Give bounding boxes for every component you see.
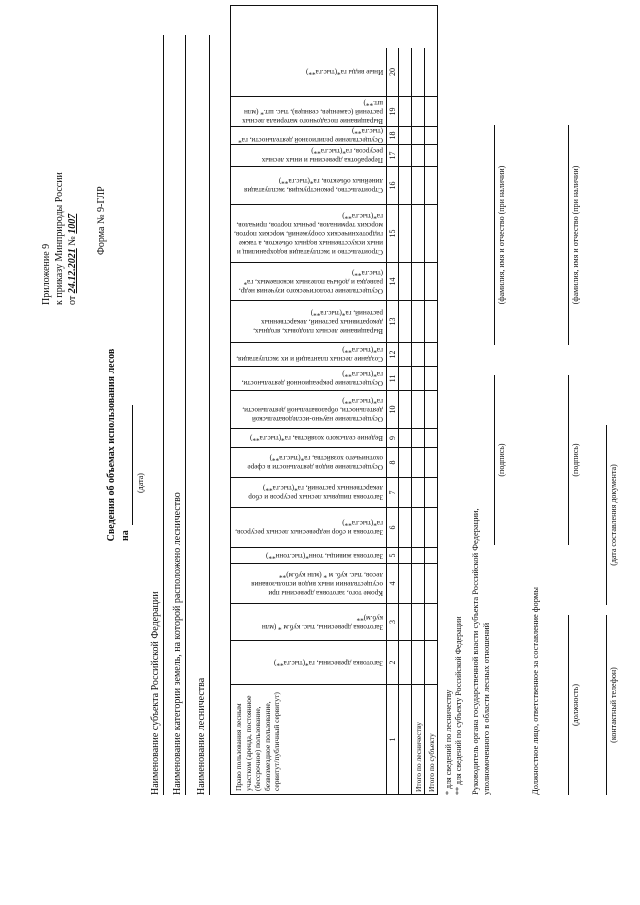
column-header: Создание лесных плантаций и их эксплуатация, га*(тыс.га**) xyxy=(236,346,383,364)
table-cell[interactable] xyxy=(425,548,438,563)
table-cell[interactable] xyxy=(425,263,438,300)
column-number: 7 xyxy=(387,478,399,507)
column-header: Строительство, реконструкция, эксплуатация линейных объектов, га*(тыс.га**) xyxy=(244,177,383,195)
column-number: 4 xyxy=(387,564,399,603)
category-name-field[interactable] xyxy=(172,35,186,795)
table-cell[interactable] xyxy=(399,391,412,428)
column-8 xyxy=(231,447,437,477)
column-number: 6 xyxy=(387,508,399,547)
column-header: Иные виды га*(тыс.га**) xyxy=(305,68,383,77)
column-header: Выращивание посадочного материала лесных растений (саженцев, сеянцев), тыс. шт.* (млн шт.**) xyxy=(242,99,383,125)
column-number: 12 xyxy=(387,343,399,366)
table-cell[interactable] xyxy=(412,263,425,300)
table-cell[interactable] xyxy=(399,478,412,507)
appendix-num-prefix: № xyxy=(67,236,78,246)
document-date-line[interactable] xyxy=(606,425,607,605)
table-cell[interactable] xyxy=(412,641,425,684)
table-cell[interactable] xyxy=(412,343,425,366)
column-number: 11 xyxy=(387,367,399,390)
subject-name-label: Наименование субъекта Российской Федерации xyxy=(150,587,161,795)
page-title: Сведения об объемах использования лесов xyxy=(106,348,117,542)
column-7 xyxy=(231,477,437,507)
column-5 xyxy=(231,547,437,563)
table-cell[interactable] xyxy=(412,548,425,563)
column-number: 18 xyxy=(387,127,399,144)
forest-use-table xyxy=(230,5,438,795)
appendix-date: 24.12.2021 xyxy=(67,248,78,294)
column-4 xyxy=(231,563,437,603)
column-header: Заготовка древесины, га*(тыс.га**) xyxy=(274,659,383,667)
report-date-field[interactable] xyxy=(120,405,133,541)
table-cell[interactable] xyxy=(412,564,425,603)
appendix-block xyxy=(40,172,79,305)
column-number: 17 xyxy=(387,145,399,166)
responsible-label: Должностное лицо, ответственное за составление формы xyxy=(530,587,540,795)
column-10 xyxy=(231,390,437,428)
table-cell[interactable] xyxy=(399,564,412,603)
column-3 xyxy=(231,603,437,640)
table-cell[interactable] xyxy=(412,604,425,640)
table-cell[interactable] xyxy=(425,448,438,477)
column-15 xyxy=(231,204,437,262)
forestry-name-label: Наименование лесничества xyxy=(196,674,207,795)
column-11 xyxy=(231,366,437,390)
column-number: 19 xyxy=(387,97,399,126)
table-row-total-forestry[interactable] xyxy=(412,685,425,794)
column-header: Заготовка и сбор недревесных лесных ресурсов, га*(тыс.га**) xyxy=(235,519,383,537)
column-header: Осуществление рекреационной деятельности, га*(тыс.га**) xyxy=(241,370,383,388)
table-cell[interactable] xyxy=(399,548,412,563)
table-row[interactable] xyxy=(399,685,412,794)
table-cell[interactable] xyxy=(412,448,425,477)
table-cell[interactable] xyxy=(412,301,425,342)
table-cell[interactable] xyxy=(412,48,425,96)
table-cell[interactable] xyxy=(399,604,412,640)
column-number: 16 xyxy=(387,167,399,204)
head-label-line-1: Руководитель органа государственной власти субъекта Российской Федерации, xyxy=(470,508,480,795)
head-label-line-2: уполномоченного в области лесных отношений xyxy=(481,622,491,795)
table-cell[interactable] xyxy=(412,127,425,144)
table-cell[interactable] xyxy=(399,301,412,342)
table-cell[interactable] xyxy=(399,641,412,684)
table-cell[interactable] xyxy=(399,448,412,477)
table-cell[interactable] xyxy=(412,167,425,204)
table-cell[interactable] xyxy=(425,564,438,603)
column-number: 14 xyxy=(387,263,399,300)
table-cell[interactable] xyxy=(412,205,425,262)
forestry-name-field[interactable] xyxy=(196,35,210,795)
table-cell[interactable] xyxy=(425,478,438,507)
column-right-of-use xyxy=(231,684,437,794)
column-17 xyxy=(231,144,437,166)
column-14 xyxy=(231,262,437,300)
table-cell[interactable] xyxy=(399,343,412,366)
table-cell[interactable] xyxy=(425,367,438,390)
table-cell[interactable] xyxy=(399,48,412,96)
table-cell[interactable] xyxy=(412,391,425,428)
head-label xyxy=(470,508,492,795)
table-cell[interactable] xyxy=(425,391,438,428)
footnotes xyxy=(444,617,464,796)
column-header-right-of-use: Право пользования лесным участком (аренда, постоянное (бессрочное) пользование, безвозмездное пользование, сервитут/публичный сервитут) xyxy=(234,692,281,791)
table-cell[interactable] xyxy=(425,167,438,204)
column-number: 5 xyxy=(387,548,399,563)
column-header: Ведение сельского хозяйства, га*(тыс.га**) xyxy=(250,434,383,443)
column-header: Осуществление религиозной деятельности, га*(тыс.га**) xyxy=(238,127,383,145)
column-number: 1 xyxy=(387,685,399,794)
column-19 xyxy=(231,96,437,126)
table-cell[interactable] xyxy=(425,641,438,684)
table-cell[interactable] xyxy=(412,145,425,166)
row-label-total-forestry: Итого по лесничеству xyxy=(414,721,423,792)
head-name-line[interactable] xyxy=(494,125,495,345)
appendix-line-2: к приказу Минприроды России xyxy=(54,172,65,305)
table-cell[interactable] xyxy=(399,145,412,166)
head-name-caption: (фамилия, имя и отчество (при наличии) xyxy=(497,165,506,305)
row-label-total-subject: Итого по субъекту xyxy=(427,733,436,792)
table-cell[interactable] xyxy=(399,167,412,204)
footnote-subject: ** для сведений по субъекту Российской Федерации xyxy=(454,616,463,795)
table-cell[interactable] xyxy=(399,127,412,144)
responsible-sign-caption: (подпись) xyxy=(571,443,580,477)
table-cell[interactable] xyxy=(399,367,412,390)
doc-date-caption: (дата составления документа) xyxy=(609,464,618,566)
responsible-signature-line[interactable] xyxy=(568,375,569,545)
column-header: Заготовка древесины, тыс. куб.м * (млн куб.м)** xyxy=(261,614,383,631)
responsible-name-caption: (фамилия, имя и отчество (при наличии) xyxy=(571,165,580,305)
table-cell[interactable] xyxy=(399,97,412,126)
column-number: 15 xyxy=(387,205,399,262)
head-signature-line[interactable] xyxy=(494,375,495,545)
table-cell[interactable] xyxy=(425,508,438,547)
column-20 xyxy=(231,48,437,96)
table-cell[interactable] xyxy=(399,508,412,547)
column-header: Выращивание лесных плодовых, ягодных, декоративных растений, лекарственных растений, га*(тыс.га**) xyxy=(253,309,383,335)
table-cell[interactable] xyxy=(425,145,438,166)
date-caption: (дата) xyxy=(136,473,145,493)
table-cell[interactable] xyxy=(425,97,438,126)
appendix-prefix: от xyxy=(67,295,78,305)
contact-phone-line[interactable] xyxy=(606,615,607,795)
table-row-total-subject[interactable] xyxy=(425,685,438,794)
form-number: Форма № 9-ГЛР xyxy=(96,186,107,255)
column-header: Переработка древесины и иных лесных ресурсов, га*(тыс.га**) xyxy=(261,147,383,165)
column-header: Осуществление видов деятельности в сфере охотничьего хозяйства, га*(тыс.га**) xyxy=(247,454,383,472)
phone-caption: (контактный телефон) xyxy=(609,667,618,743)
table-cell[interactable] xyxy=(412,367,425,390)
table-cell[interactable] xyxy=(412,478,425,507)
head-sign-caption: (подпись) xyxy=(497,443,506,477)
column-header: Заготовка пищевых лесных ресурсов и сбор лекарственных растений, га*(тыс.га**) xyxy=(248,484,383,502)
date-prefix: на xyxy=(120,530,131,541)
column-6 xyxy=(231,507,437,547)
responsible-name-line[interactable] xyxy=(568,125,569,345)
table-cell[interactable] xyxy=(399,205,412,262)
column-number: 2 xyxy=(387,641,399,684)
appendix-line-3 xyxy=(66,172,79,305)
column-number: 3 xyxy=(387,604,399,640)
table-cell[interactable] xyxy=(425,205,438,262)
column-number: 20 xyxy=(387,48,399,96)
appendix-line-1: Приложение 9 xyxy=(41,243,52,305)
table-cell[interactable] xyxy=(425,429,438,447)
table-cell[interactable] xyxy=(399,263,412,300)
footnote-forestry: * для сведений по лесничеству xyxy=(444,689,453,795)
column-number: 10 xyxy=(387,391,399,428)
column-header: Строительство и эксплуатация водохранилищ и иных искусственных водных объектов, а также гидротехнических сооружений, морских портов, морских терминалов, речных портов, причалов, га*(тыс.га**) xyxy=(234,212,383,256)
category-name-label: Наименование категории земель, на которой расположено лесничество xyxy=(172,488,183,795)
column-header: Кроме того, заготовка древесины при осуществлении иных видов использования лесов, тыс. куб. м * (млн куб.м)** xyxy=(251,571,383,597)
table-cell[interactable] xyxy=(425,48,438,96)
table-cell[interactable] xyxy=(425,604,438,640)
position-caption: (должность) xyxy=(571,684,580,726)
table-cell[interactable] xyxy=(425,343,438,366)
column-16 xyxy=(231,166,437,204)
table-cell[interactable] xyxy=(425,127,438,144)
subject-name-field[interactable] xyxy=(150,35,164,795)
table-cell[interactable] xyxy=(425,301,438,342)
column-header: Осуществление научно-исследовательской деятельности, образовательной деятельности, га*(тыс.га**) xyxy=(242,397,383,423)
column-number: 13 xyxy=(387,301,399,342)
table-cell[interactable] xyxy=(412,97,425,126)
column-9 xyxy=(231,428,437,447)
column-number: 9 xyxy=(387,429,399,447)
column-header: Осуществление геологического изучения недр, разведка и добыча полезных ископаемых, га*(тыс.га**) xyxy=(238,269,383,295)
table-cell[interactable] xyxy=(412,508,425,547)
column-13 xyxy=(231,300,437,342)
column-number: 8 xyxy=(387,448,399,477)
column-12 xyxy=(231,342,437,366)
column-2 xyxy=(231,640,437,684)
table-cell[interactable] xyxy=(412,429,425,447)
responsible-position-line[interactable] xyxy=(568,615,569,795)
table-cell[interactable] xyxy=(399,429,412,447)
column-header: Заготовка живицы, тонн*(тыс.тонн**) xyxy=(266,552,383,560)
appendix-number: 1007 xyxy=(67,213,78,234)
column-18 xyxy=(231,126,437,144)
